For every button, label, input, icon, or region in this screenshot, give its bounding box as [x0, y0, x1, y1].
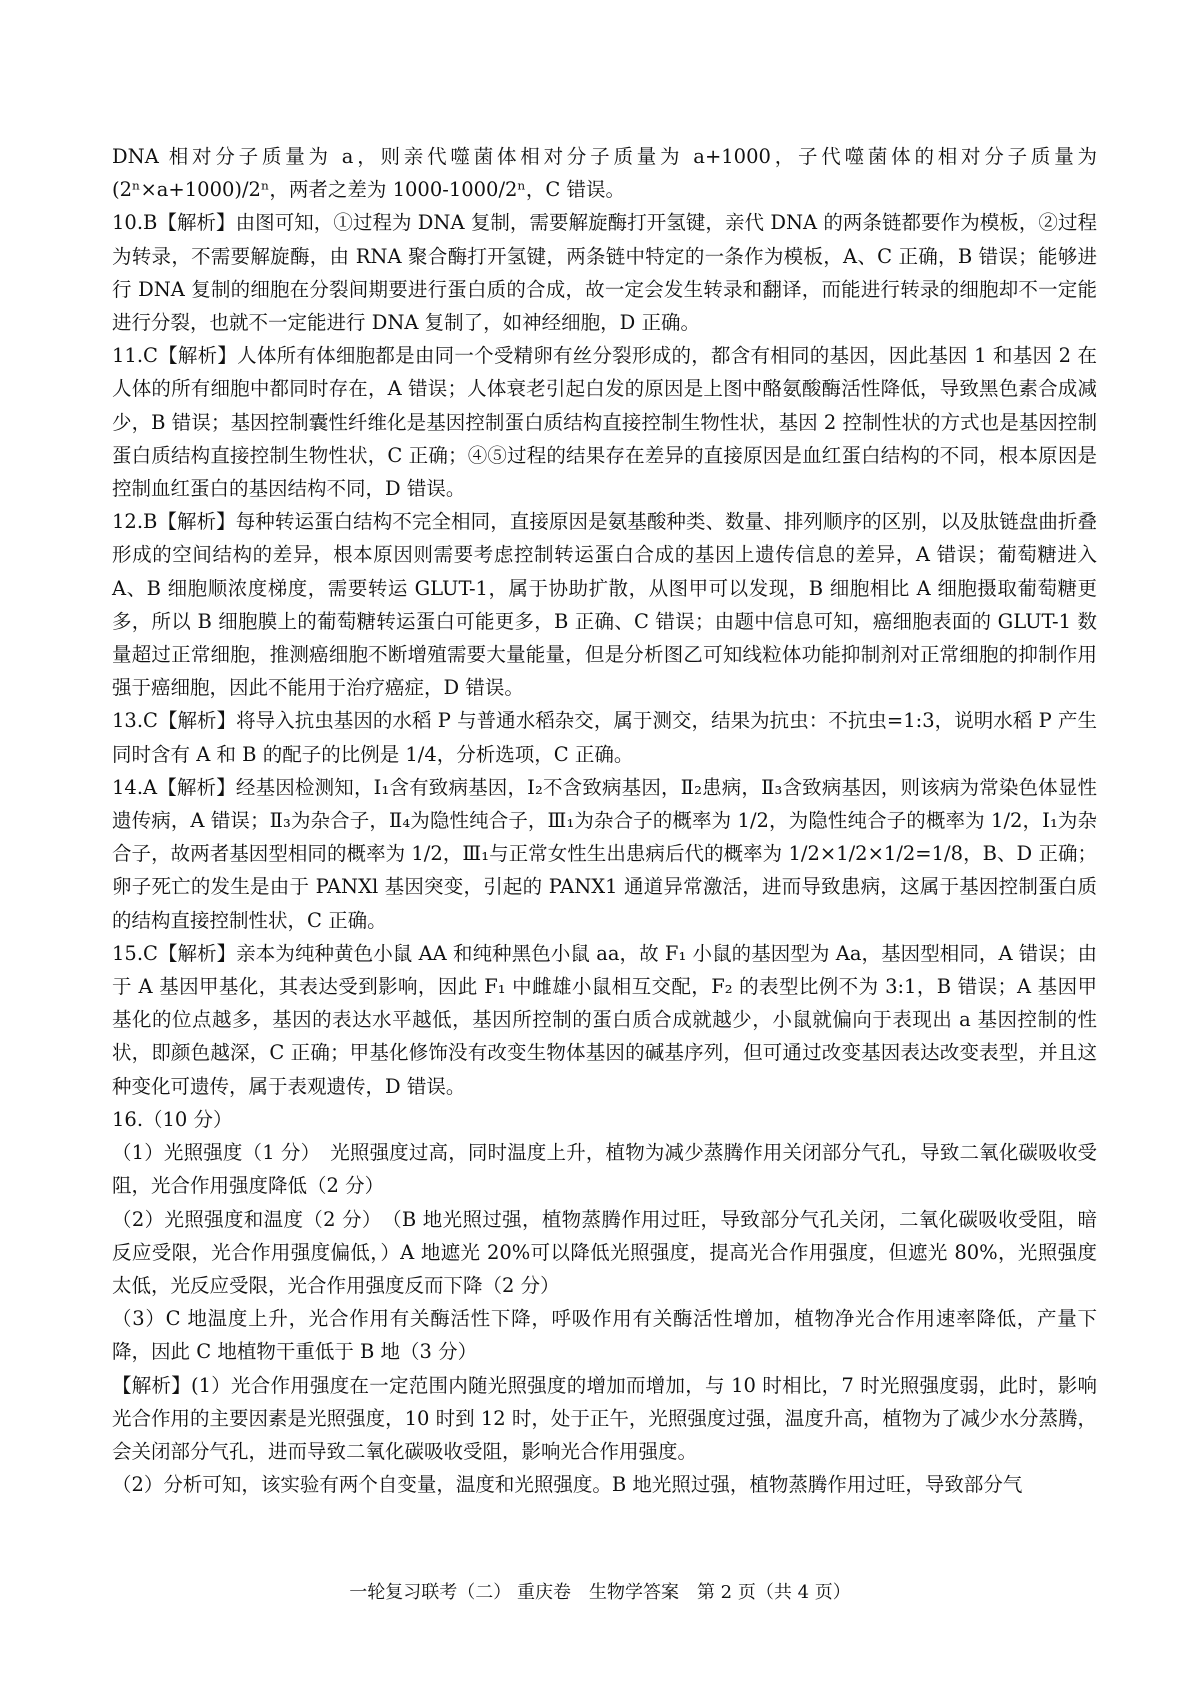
- paragraph-q11: 11.C【解析】人体所有体细胞都是由同一个受精卵有丝分裂形成的，都含有相同的基因，因此基因 1 和基因 2 在人体的所有细胞中都同时存在，A 错误；人体衰老引起白发的原因是上图中酪氨酸酶活性降低，导致黑色素合成减少，B 错误；基因控制囊性纤维化是基因控制蛋白质结构直接控制生物性状，基因 2 控制性状的方式也是基因控制蛋白质结构直接控制生物性状，C 正确；④⑤过程的结果存在差异的直接原因是血红蛋白结构的不同，根本原因是控制血红蛋白的基因结构不同，D 错误。: [112, 344, 1097, 501]
- paragraph-q16-analysis-2: （2）分析可知，该实验有两个自变量，温度和光照强度。B 地光照过强，植物蒸腾作用过旺，导致部分气: [112, 1473, 1023, 1497]
- paragraph-q10: 10.B【解析】由图可知，①过程为 DNA 复制，需要解旋酶打开氢键，亲代 DNA 的两条链都要作为模板，②过程为转录，不需要解旋酶，由 RNA 聚合酶打开氢键，两条链中特定的一条作为模板，A、C 正确，B 错误；能够进行 DNA 复制的细胞在分裂间期要进行蛋白质的合成，故一定会发生转录和翻译，而能进行转录的细胞却不一定能进行分裂，也就不一定能进行 DNA 复制了，如神经细胞，D 正确。: [112, 211, 1097, 335]
- paragraph-q13: 13.C【解析】将导入抗虫基因的水稻 P 与普通水稻杂交，属于测交，结果为抗虫：不抗虫=1:3，说明水稻 P 产生同时含有 A 和 B 的配子的比例是 1/4，分析选项，C 正确。: [112, 709, 1097, 766]
- paragraph-q9-continued: DNA 相对分子质量为 a，则亲代噬菌体相对分子质量为 a+1000，子代噬菌体的相对分子质量为(2ⁿ×a+1000)/2ⁿ，两者之差为 1000-1000/2ⁿ，C 错误。: [112, 145, 1097, 202]
- paragraph-q16-part2: （2）光照强度和温度（2 分） （B 地光照过强，植物蒸腾作用过旺，导致部分气孔关闭，二氧化碳吸收受阻，暗反应受限，光合作用强度偏低，）A 地遮光 20%可以降低光照强度，提高光合作用强度，但遮光 80%，光照强度太低，光反应受限，光合作用强度反而下降（2 分）: [112, 1207, 1097, 1297]
- paragraph-q16-part1: （1）光照强度（1 分） 光照强度过高，同时温度上升，植物为减少蒸腾作用关闭部分气孔，导致二氧化碳吸收受阻，光合作用强度降低（2 分）: [112, 1141, 1097, 1198]
- paragraph-q12: 12.B【解析】每种转运蛋白结构不完全相同，直接原因是氨基酸种类、数量、排列顺序的区别，以及肽链盘曲折叠形成的空间结构的差异，根本原因则需要考虑控制转运蛋白合成的基因上遗传信息的差异，A 错误；葡萄糖进入 A、B 细胞顺浓度梯度，需要转运 GLUT-1，属于协助扩散，从图甲可以发现，B 细胞相比 A 细胞摄取葡萄糖更多，所以 B 细胞膜上的葡萄糖转运蛋白可能更多，B 正确、C 错误；由题中信息可知，癌细胞表面的 GLUT-1 数量超过正常细胞，推测癌细胞不断增殖需要大量能量，但是分析图乙可知线粒体功能抑制剂对正常细胞的抑制作用强于癌细胞，因此不能用于治疗癌症，D 错误。: [112, 510, 1097, 700]
- paragraph-q15: 15.C【解析】亲本为纯种黄色小鼠 AA 和纯种黑色小鼠 aa，故 F₁ 小鼠的基因型为 Aa，基因型相同，A 错误；由于 A 基因甲基化，其表达受到影响，因此 F₁ 中雌雄小鼠相互交配，F₂ 的表型比例不为 3:1，B 错误；A 基因甲基化的位点越多，基因的表达水平越低，基因所控制的蛋白质合成就越少，小鼠就偏向于表现出 a 基因控制的性状，即颜色越深，C 正确；甲基化修饰没有改变生物体基因的碱基序列，但可通过改变基因表达改变表型，并且这种变化可遗传，属于表观遗传，D 错误。: [112, 941, 1097, 1098]
- answer-content: [112, 140, 1097, 1501]
- page-footer: 一轮复习联考（二） 重庆卷 生物学答案 第 2 页（共 4 页）: [349, 1582, 851, 1603]
- paragraph-q16-part3: （3）C 地温度上升，光合作用有关酶活性下降，呼吸作用有关酶活性增加，植物净光合作用速率降低，产量下降，因此 C 地植物干重低于 B 地（3 分）: [112, 1307, 1097, 1364]
- paragraph-q16-header: 16.（10 分）: [112, 1107, 233, 1131]
- paragraph-q16-analysis-1: 【解析】(1）光合作用强度在一定范围内随光照强度的增加而增加，与 10 时相比，7 时光照强度弱，此时，影响光合作用的主要因素是光照强度，10 时到 12 时，处于正午，光照强度过强，温度升高，植物为了减少水分蒸腾，会关闭部分气孔，进而导致二氧化碳吸收受阻，影响光合作用强度。: [112, 1373, 1097, 1463]
- paragraph-q14: 14.A【解析】经基因检测知，Ⅰ₁含有致病基因，Ⅰ₂不含致病基因，Ⅱ₂患病，Ⅱ₃含致病基因，则该病为常染色体显性遗传病，A 错误；Ⅱ₃为杂合子，Ⅱ₄为隐性纯合子，Ⅲ₁为杂合子的概率为 1/2，为隐性纯合子的概率为 1/2，Ⅰ₁为杂合子，故两者基因型相同的概率为 1/2，Ⅲ₁与正常女性生出患病后代的概率为 1/2×1/2×1/2=1/8，B、D 正确；卵子死亡的发生是由于 PANXl 基因突变，引起的 PANX1 通道异常激活，进而导致患病，这属于基因控制蛋白质的结构直接控制性状，C 正确。: [112, 775, 1097, 932]
